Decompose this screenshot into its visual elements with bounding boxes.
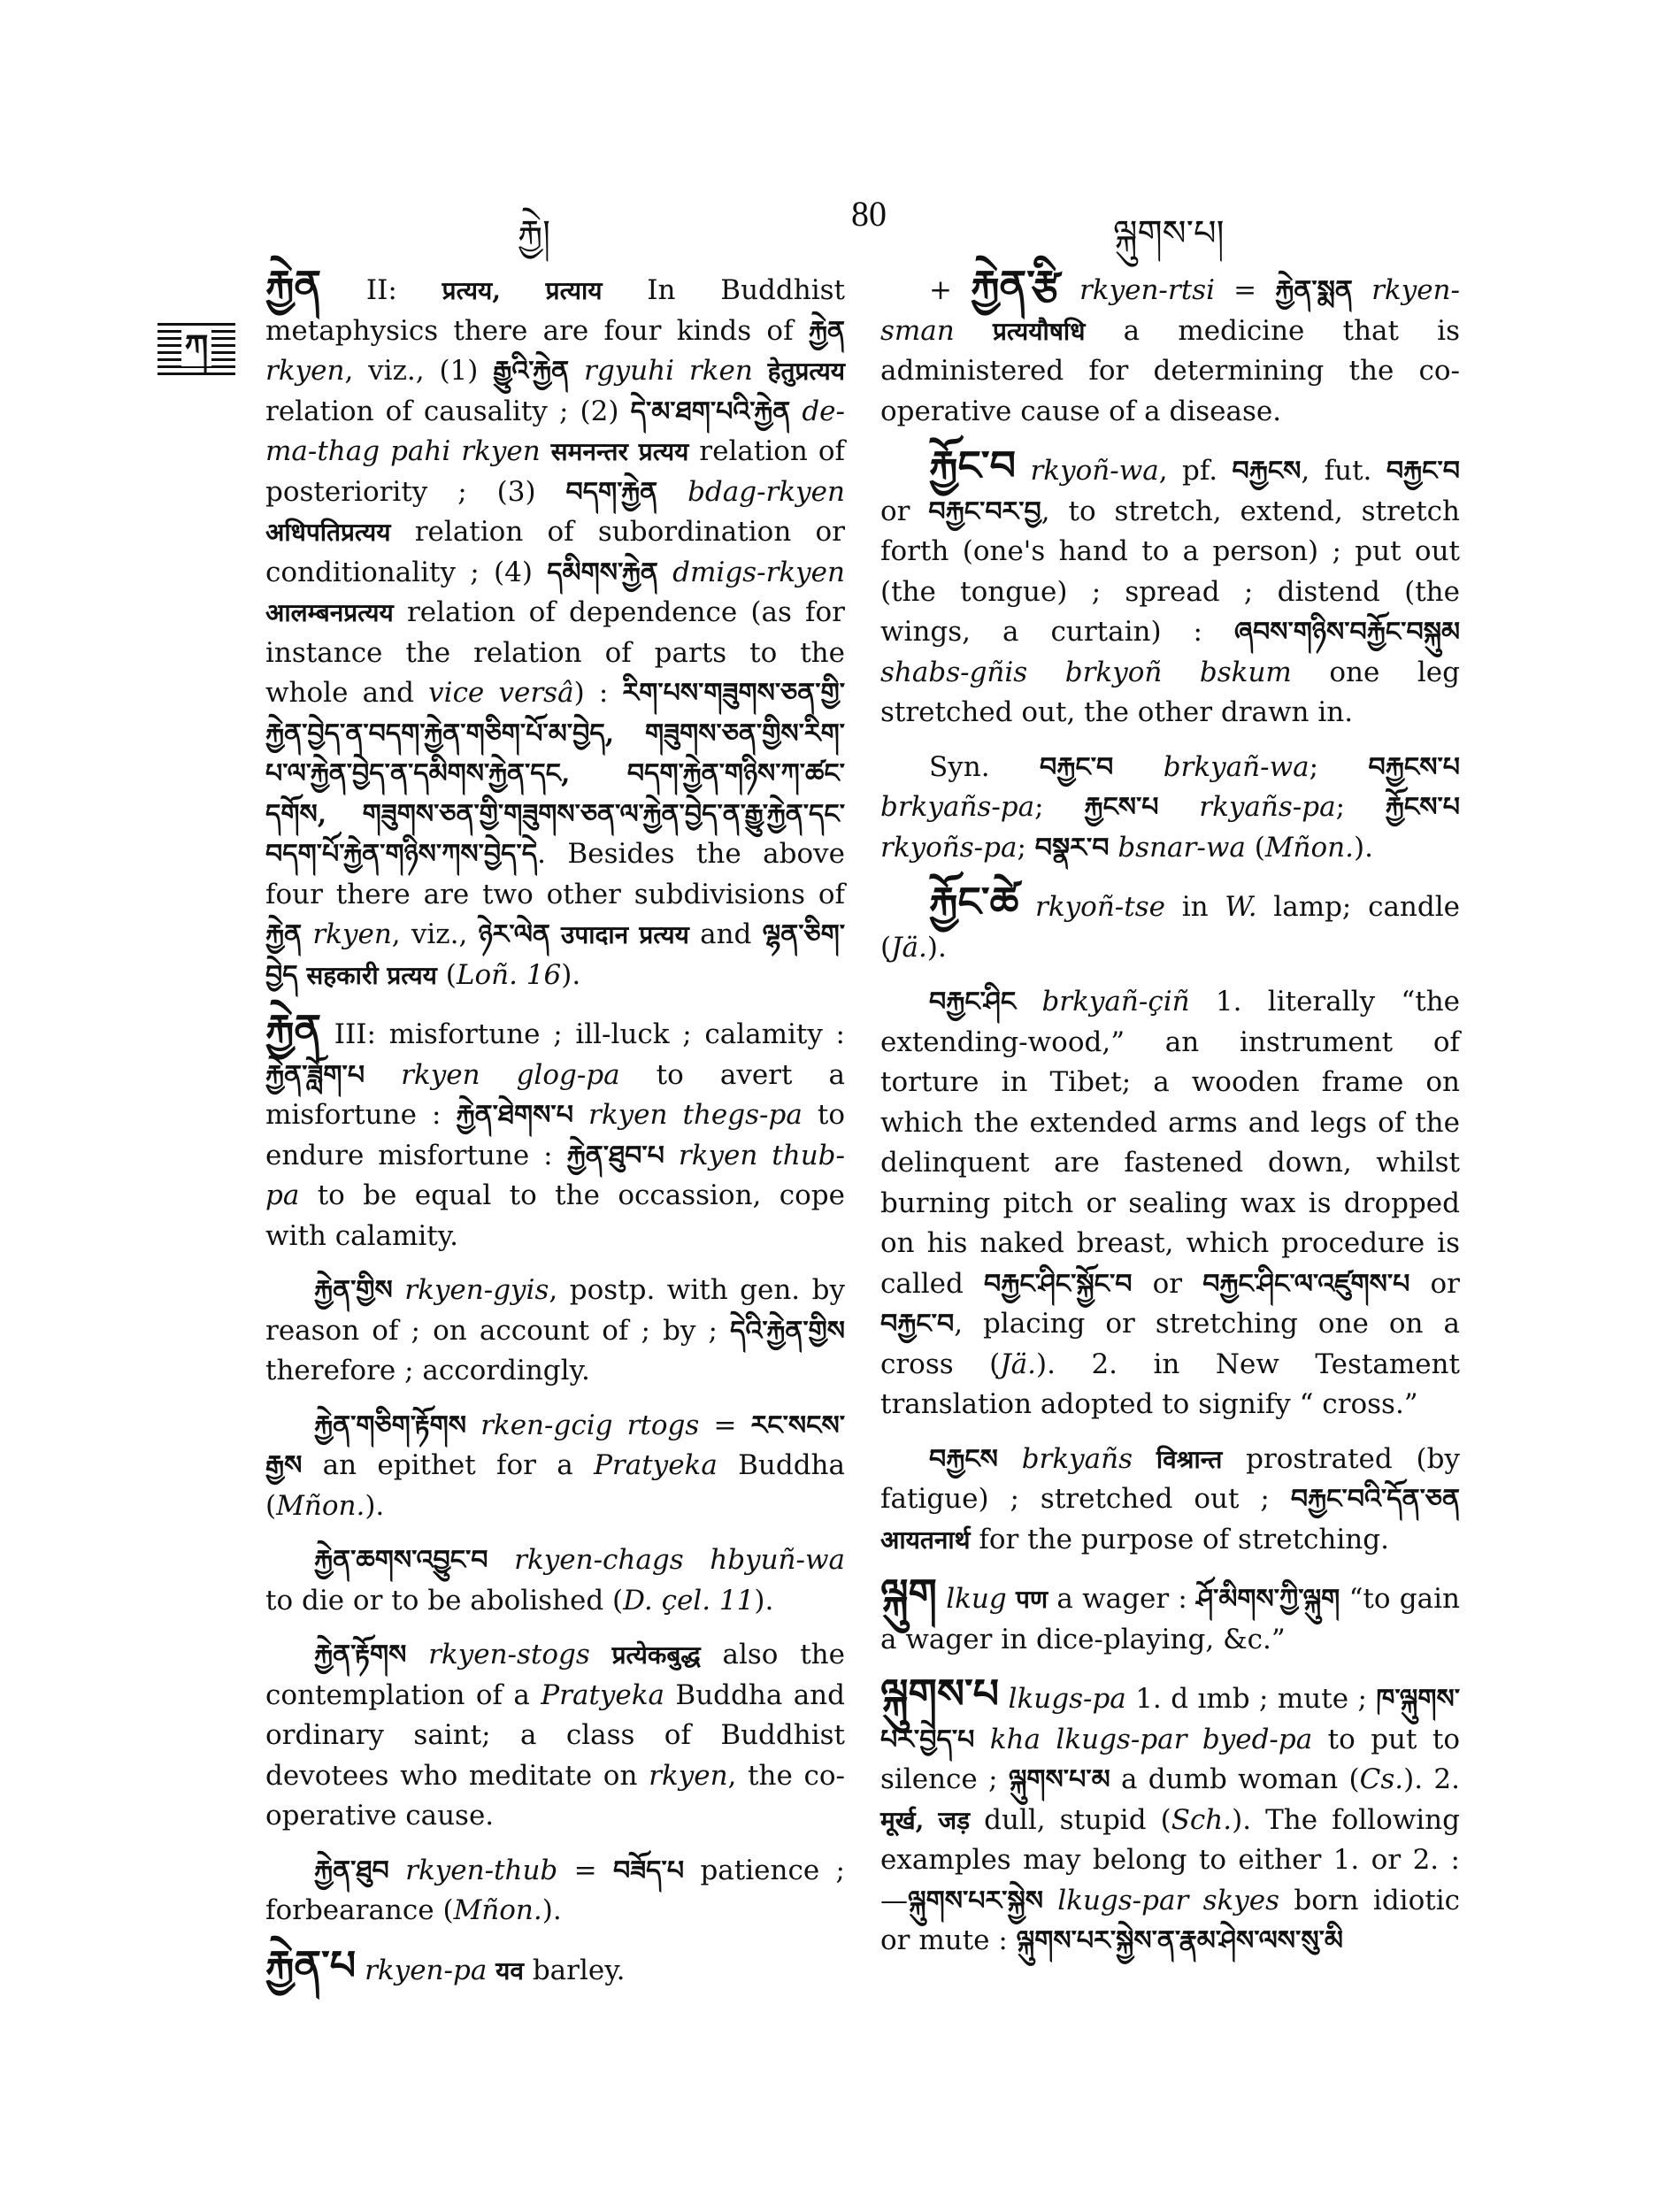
dictionary-entry: བརྐྱངས brkyañs विश्रान्त prostrated (by fatigue) ; stretched out ; བརྐྱང་བའི་དོན་ཅན आयतनार्थ for the purpose of stretching. <box>880 1442 1460 1555</box>
entry-headword: ལྐུགས་པ <box>880 1670 1000 1717</box>
page-number: 80 <box>851 194 887 234</box>
dictionary-entry: རྐྱེན་རྟོགས rkyen-stogs प्रत्येकबुद्ध also the contemplation of a Pratyeka Buddha and ordinary saint; a class of Buddhist devotees who meditate on rkyen, the co-operative cause. <box>265 1639 845 1832</box>
entry-headword: རྐྱེན <box>265 1005 322 1053</box>
dictionary-entry: Syn. བརྐྱང་བ brkyañ-wa; བརྐྱངས་པ brkyañs-pa; རྐྱངས་པ rkyañs-pa; རྐྱོངས་པ rkyoñs-pa; བསྣར་བ bsnar-wa (Mñon.). <box>880 750 1460 864</box>
dictionary-entry: རྐྱེན II: प्रत्यय, प्रत्याय In Buddhist metaphysics there are four kinds of རྐྱེན rkyen, viz., (1) རྒྱུའི་རྐྱེན rgyuhi rken हेतुप्रत्यय relation of causality ; (2) དེ་མ་ཐག་པའི་རྐྱེན de-ma-thag pahi rkyen समनन्तर प्रत्यय relation of posteriority ; (3) བདག་རྐྱེན bdag-rkyen अधिपतिप्रत्यय relation of subordination or conditionality ; (4) དམིགས་རྐྱེན dmigs-rkyen आलम्बनप्रत्यय relation of dependence (as for instance the relation of parts to the whole and vice versâ) : རིག་པས་གཟུགས་ཅན་གྱི་རྐྱེན་བྱེད་ན་བདག་རྐྱེན་གཅིག་པོ་མ་བྱེད, གཟུགས་ཅན་གྱིས་རིག་པ་ལ་རྐྱེན་བྱེད་ན་དམིགས་རྐྱེན་དང, བདག་རྐྱེན་གཉིས་ཀ་ཚང་དགོས, གཟུགས་ཅན་གྱི་གཟུགས་ཅན་ལ་རྐྱེན་བྱེད་ན་རྒྱུ་རྐྱེན་དང་བདག་པོ་རྐྱེན་གཉིས་ཀས་བྱེད་དེ. Besides the above four there are two other subdivisions of རྐྱེན rkyen, viz., ཉེར་ལེན उपादान प्रत्यय and ལྷན་ཅིག་བྱེད सहकारी प्रत्यय (Loñ. 16). <box>265 261 845 991</box>
entry-headword: རྐྱེན་རྩི <box>971 261 1061 309</box>
entry-headword: རྐྱེན <box>265 261 322 309</box>
dictionary-entry: ལྐུགས་པ lkugs-pa 1. d ımb ; mute ; ཁ་ལྐུགས་པར་བྱེད་པ kha lkugs-par byed-pa to put to silence ; ལྐུགས་པ་མ a dumb woman (Cs.). 2. मूर्ख, जड़ dull, stupid (Sch.). The following examples may belong to either 1. or 2. :—ལྐུགས་པར་སྐྱེས lkugs-par skyes born idiotic or mute : ལྐུགས་པར་སྐྱེས་ན་རྣམ་ཤེས་ལས་སུ་མི <box>880 1670 1460 1956</box>
dictionary-entry: རྐྱེན་པ rkyen-pa यव barley. <box>265 1940 626 1989</box>
entry-headword: རྐྱེན་པ <box>265 1940 357 1989</box>
entry-headword: རྐྱོང་བ <box>929 442 1017 489</box>
entry-headword: ལྐུག <box>880 1570 937 1617</box>
dictionary-entry: རྐྱེན III: misfortune ; ill-luck ; calamity : རྐྱེན་ཟློག་པ rkyen glog-pa to avert a misfortune : རྐྱེན་ཐེགས་པ rkyen thegs-pa to endure misfortune : རྐྱེན་ཐུབ་པ rkyen thub-pa to be equal to the occassion, cope with calamity. <box>265 1005 846 1252</box>
dictionary-entry: ལྐུག lkug पण a wager : ཤོ་མིགས་ཀྱི་ལྐུག “to gain a wager in dice-playing, &c.” <box>880 1570 1460 1655</box>
dictionary-entry: རྐྱེན་གཅིག་རྟོགས rken-gcig rtogs = རང་སངས་རྒྱས an epithet for a Pratyeka Buddha (Mñon.). <box>265 1409 845 1522</box>
dictionary-entry: རྐྱོང་བ rkyoñ-wa, pf. བརྐྱངས, fut. བརྐྱང་བ or བརྐྱང་བར་བྱ, to stretch, extend, stretch forth (one's hand to a person) ; put out (the tongue) ; spread ; distend (the wings, a curtain) : ཞབས་གཉིས་བརྐྱོང་བསྐུམ shabs-gñis brkyoñ bskum one leg stretched out, the other drawn in. <box>880 442 1461 728</box>
entry-headword: རྐྱོང་ཚེ <box>929 878 1019 926</box>
header-left-word: རྐྱེ། <box>518 213 551 254</box>
revision-mark: + <box>929 274 972 306</box>
dictionary-entry: རྐྱེན་གྱིས rkyen-gyis, postp. with gen. by reason of ; on account of ; by ; དེའི་རྐྱེན་གྱིས therefore ; accordingly. <box>265 1274 845 1386</box>
margin-index-glyph: ཀ <box>157 319 235 375</box>
dictionary-entry: རྐྱེན་ཆགས་འབྱུང་བ rkyen-chags hbyuñ-wa to die or to be abolished (D. çel. 11). <box>265 1544 845 1617</box>
dictionary-entry: རྐྱེན་ཐུབ rkyen-thub = བཟོད་པ patience ; forbearance (Mñon.). <box>265 1854 845 1926</box>
dictionary-entry: + རྐྱེན་རྩི rkyen-rtsi = རྐྱེན་སྨན rkyen-sman प्रत्ययौषधि a medicine that is administered for determining the co-operative cause of a disease. <box>880 261 1461 427</box>
right-column <box>880 261 1461 1976</box>
left-column <box>265 261 846 2005</box>
page-header <box>0 186 1659 254</box>
dictionary-entry: བརྐྱང་ཤིང brkyañ-çiñ 1. literally “the extending-wood,” an instrument of torture in Tibet; a wooden frame on which the extended arms and legs of the delinquent are fastened down, whilst burning pitch or sealing wax is dropped on his naked breast, which procedure is called བརྐྱང་ཤིང་སྐྱོང་བ or བརྐྱང་ཤིང་ལ་འཛུགས་པ or བརྐྱང་བ, placing or stretching one on a cross (Jä.). 2. in New Testament translation adopted to signify “ cross.” <box>880 986 1461 1420</box>
header-right-word: ལྐུགས་པ། <box>1113 213 1225 254</box>
dictionary-entry: རྐྱོང་ཚེ rkyoñ-tse in W. lamp; candle (Jä.). <box>880 878 1460 964</box>
